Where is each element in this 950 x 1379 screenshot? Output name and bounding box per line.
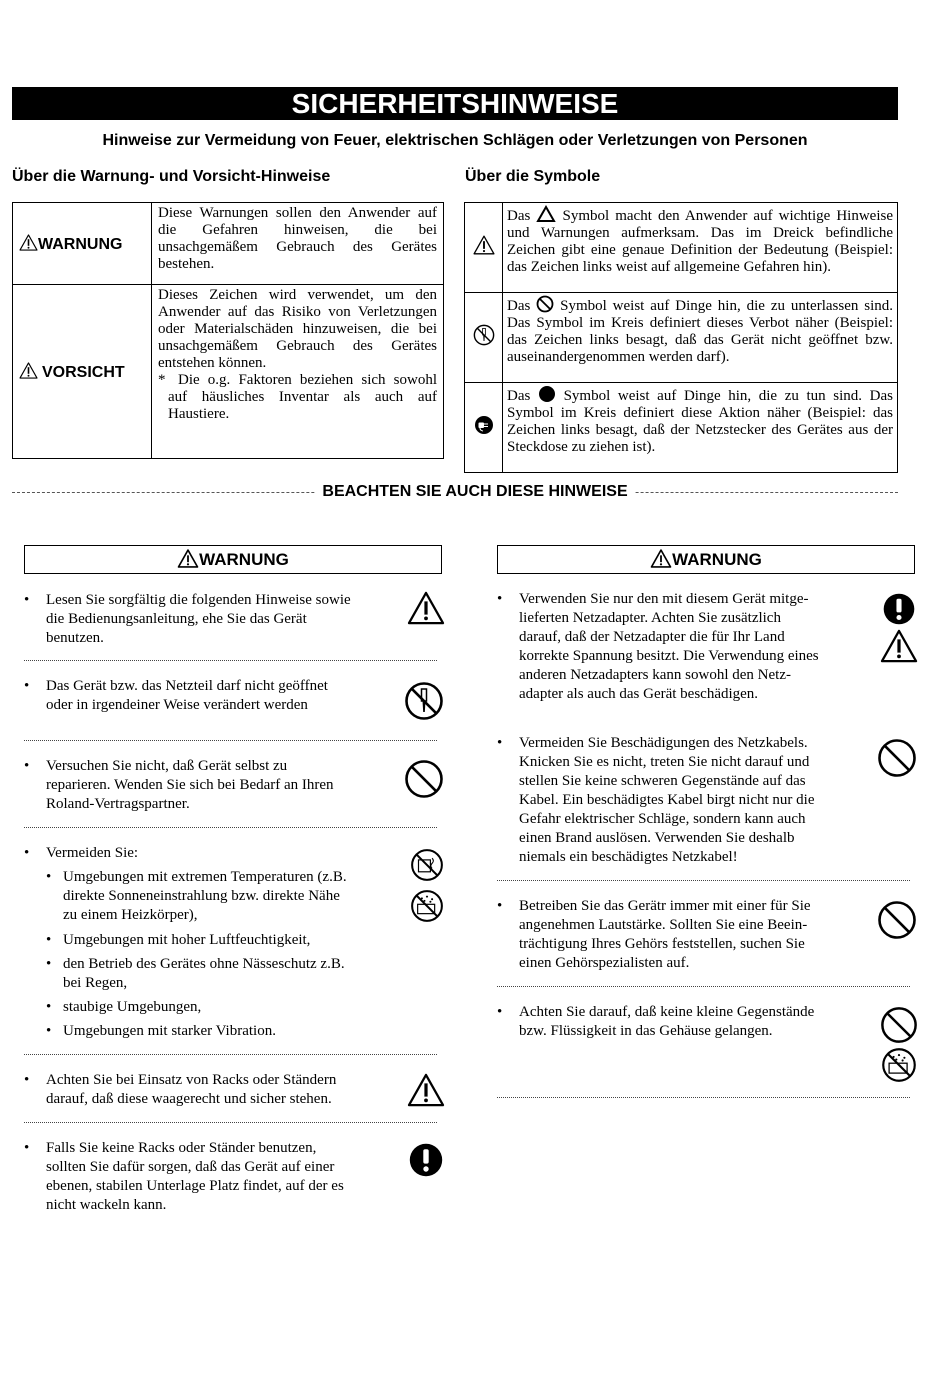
sub-list-item-text: den Betrieb des Gerätes ohne Nässeschutz z.B. bei Regen, <box>63 956 345 991</box>
no-disassembly-icon <box>473 324 495 346</box>
sub-list-item-text: staubige Umgebungen, <box>63 999 202 1015</box>
list-item-text: Vermeiden Sie Beschädigungen des Netzkabels. Knicken Sie es nicht, treten Sie nicht darauf und stellen Sie keine schweren Gegenstände auf das Kabel. Ein beschädigtes Kabel birgt nicht nur die Gefahr elektrischer Schläge, sondern kann auch einen Brand auslösen. Verwenden Sie deshalb niemals ein beschädigtes Netzkabel! <box>519 735 815 865</box>
list-item-text: Vermeiden Sie: <box>46 845 139 861</box>
symbol-text-pre: Das <box>507 298 531 314</box>
also-heading: BEACHTEN SIE AUCH DIESE HINWEISE <box>316 483 633 500</box>
page-title: SICHERHEITSHINWEISE <box>12 87 898 120</box>
list-item-text: Falls Sie keine Racks oder Ständer benutzen, sollten Sie dafür sorgen, daß das Gerät auf einer ebenen, stabilen Unterlage Platz findet, auf der es nicht wackeln kann. <box>46 1140 344 1213</box>
item-separator <box>24 740 437 741</box>
sub-list-item-text: Umgebungen mit hoher Luftfeuchtigkeit, <box>63 932 311 948</box>
warnings-section-heading: Über die Warnung- und Vorsicht-Hinweise <box>12 168 331 185</box>
item-separator <box>497 986 910 987</box>
caution-triangle-icon <box>19 234 38 251</box>
prohibition-icon <box>880 1006 918 1044</box>
vorsicht-label-cell <box>13 285 152 459</box>
vorsicht-definition-row <box>13 285 444 459</box>
item-separator <box>24 827 437 828</box>
right-warning-label: WARNUNG <box>672 550 762 569</box>
prohibition-icon <box>877 738 917 778</box>
warnung-description: Diese Warnungen sollen den Anwender auf die Gefahren hinweisen, die bei unsachgemäßem Gebrauch des Gerätes bestehen. <box>152 203 444 285</box>
warnings-definition-table <box>12 202 444 459</box>
filled-circle-inline-icon <box>538 385 556 403</box>
caution-triangle-icon <box>19 362 38 379</box>
left-warning-box <box>24 545 442 574</box>
no-heat-icon <box>410 848 444 882</box>
footnote-text: Die o.g. Faktoren beziehen sich sowohl auf häusliches Inventar als auch auf Haustiere. <box>168 372 437 422</box>
list-item-text: Betreiben Sie das Gerätr immer mit einer für Sie angenehmen Lautstärke. Sollten Sie eine Beein- trächtigung Ihres Gehörs feststellen, suchen Sie einen Gehörspezialisten auf. <box>519 898 811 971</box>
list-item-text: Verwenden Sie nur den mit diesem Gerät mitge- lieferten Netzadapter. Achten Sie zusätzlich darauf, daß der Netzadapter die für Ihr Land korrekte Spannung besitzt. Die Verwendung eines anderen Netzadapters kann sowohl den Netz- adapter als auch das Gerät beschädigen. <box>519 591 819 702</box>
symbols-definition-table <box>464 202 898 473</box>
prohibition-icon <box>404 759 444 799</box>
triangle-inline-icon <box>536 205 556 223</box>
prohibition-inline-icon <box>536 295 554 313</box>
prohibition-icon <box>877 900 917 940</box>
page-subtitle: Hinweise zur Vermeidung von Feuer, elektrischen Schlägen oder Verletzungen von Personen <box>102 132 808 149</box>
item-separator <box>24 660 437 661</box>
item-separator <box>24 1054 437 1055</box>
caution-triangle-icon <box>407 1073 445 1107</box>
symbol-text-mandatory: Symbol weist auf Dinge hin, die zu tun sind. Das Symbol im Kreis definiert diese Aktion näher (Beispiel: das Zeichen links besagt, daß der Netzstecker des Gerätes aus der Steckdose zu ziehen ist). <box>507 388 893 455</box>
sub-list-item-text: Umgebungen mit starker Vibration. <box>63 1023 276 1039</box>
caution-triangle-icon <box>650 549 672 568</box>
unplug-icon <box>474 415 494 435</box>
item-separator <box>24 1122 437 1123</box>
symbol-row-triangle <box>465 203 898 293</box>
sub-list-item-text: Umgebungen mit extremen Temperaturen (z.B. direkte Sonneneinstrahlung bzw. direkte Nähe zu einem Heizkörper), <box>63 869 347 923</box>
warnung-label: WARNUNG <box>38 236 123 253</box>
caution-triangle-icon <box>177 549 199 568</box>
symbol-text-triangle: Symbol macht den Anwender auf wichtige Hinweise und Warnungen aufmerksam. Das im Dreick befindliche Zeichen gibt eine genaue Definition der Bedeutung (Beispiel: das Zeichen links weist auf allgemeine Gefahren hin). <box>507 208 894 275</box>
list-item-text: Das Gerät bzw. das Netzteil darf nicht geöffnet oder in irgendeiner Weise verändert werden <box>46 678 328 713</box>
caution-triangle-icon <box>407 591 445 625</box>
symbol-text-pre: Das <box>507 388 531 404</box>
symbol-row-prohibition <box>465 293 898 383</box>
warnung-definition-row <box>13 203 444 285</box>
left-warning-label: WARNUNG <box>199 550 289 569</box>
mandatory-icon <box>408 1142 444 1178</box>
no-disassembly-icon <box>404 681 444 721</box>
list-item-text: Versuchen Sie nicht, daß Gerät selbst zu reparieren. Wenden Sie sich bei Bedarf an Ihren Roland-Vertragspartner. <box>46 758 334 812</box>
item-separator <box>497 880 910 881</box>
right-warning-box <box>497 545 915 574</box>
footnote-marker: * <box>158 372 166 388</box>
no-liquid-icon <box>881 1047 917 1083</box>
vorsicht-description: Dieses Zeichen wird verwendet, um den Anwender auf das Risiko von Verletzungen oder Materialschäden hinzuweisen, die bei unsachgemäßem Gebrauch des Gerätes entstehen können. <box>158 287 437 371</box>
vorsicht-description-cell <box>152 285 444 459</box>
no-moisture-icon <box>410 889 444 923</box>
symbol-text-pre: Das <box>507 208 531 224</box>
mandatory-icon <box>882 592 916 626</box>
symbol-row-mandatory <box>465 383 898 473</box>
symbols-section-heading: Über die Symbole <box>465 168 601 185</box>
list-item-text: Achten Sie darauf, daß keine kleine Gegenstände bzw. Flüssigkeit in das Gehäuse gelangen. <box>519 1004 815 1039</box>
caution-triangle-icon <box>473 235 495 255</box>
vorsicht-label: VORSICHT <box>42 364 125 381</box>
item-separator <box>497 1097 910 1098</box>
list-item-text: Lesen Sie sorgfältig die folgenden Hinweise sowie die Bedienungsanleitung, ehe Sie das Gerät benutzen. <box>46 592 351 646</box>
symbol-text-prohibition: Symbol weist auf Dinge hin, die zu unterlassen sind. Das Symbol im Kreis definiert dieses Verbot näher (Beispiel: das Zeichen links besagt, daß das Gerät nicht geöffnet bzw. auseinandergenommen werden darf). <box>507 298 893 365</box>
caution-triangle-icon <box>880 629 918 663</box>
warnung-label-cell <box>13 203 152 285</box>
list-item-text: Achten Sie bei Einsatz von Racks oder Ständern darauf, daß diese waagerecht und sicher stehen. <box>46 1072 337 1107</box>
vorsicht-footnote <box>158 372 437 423</box>
